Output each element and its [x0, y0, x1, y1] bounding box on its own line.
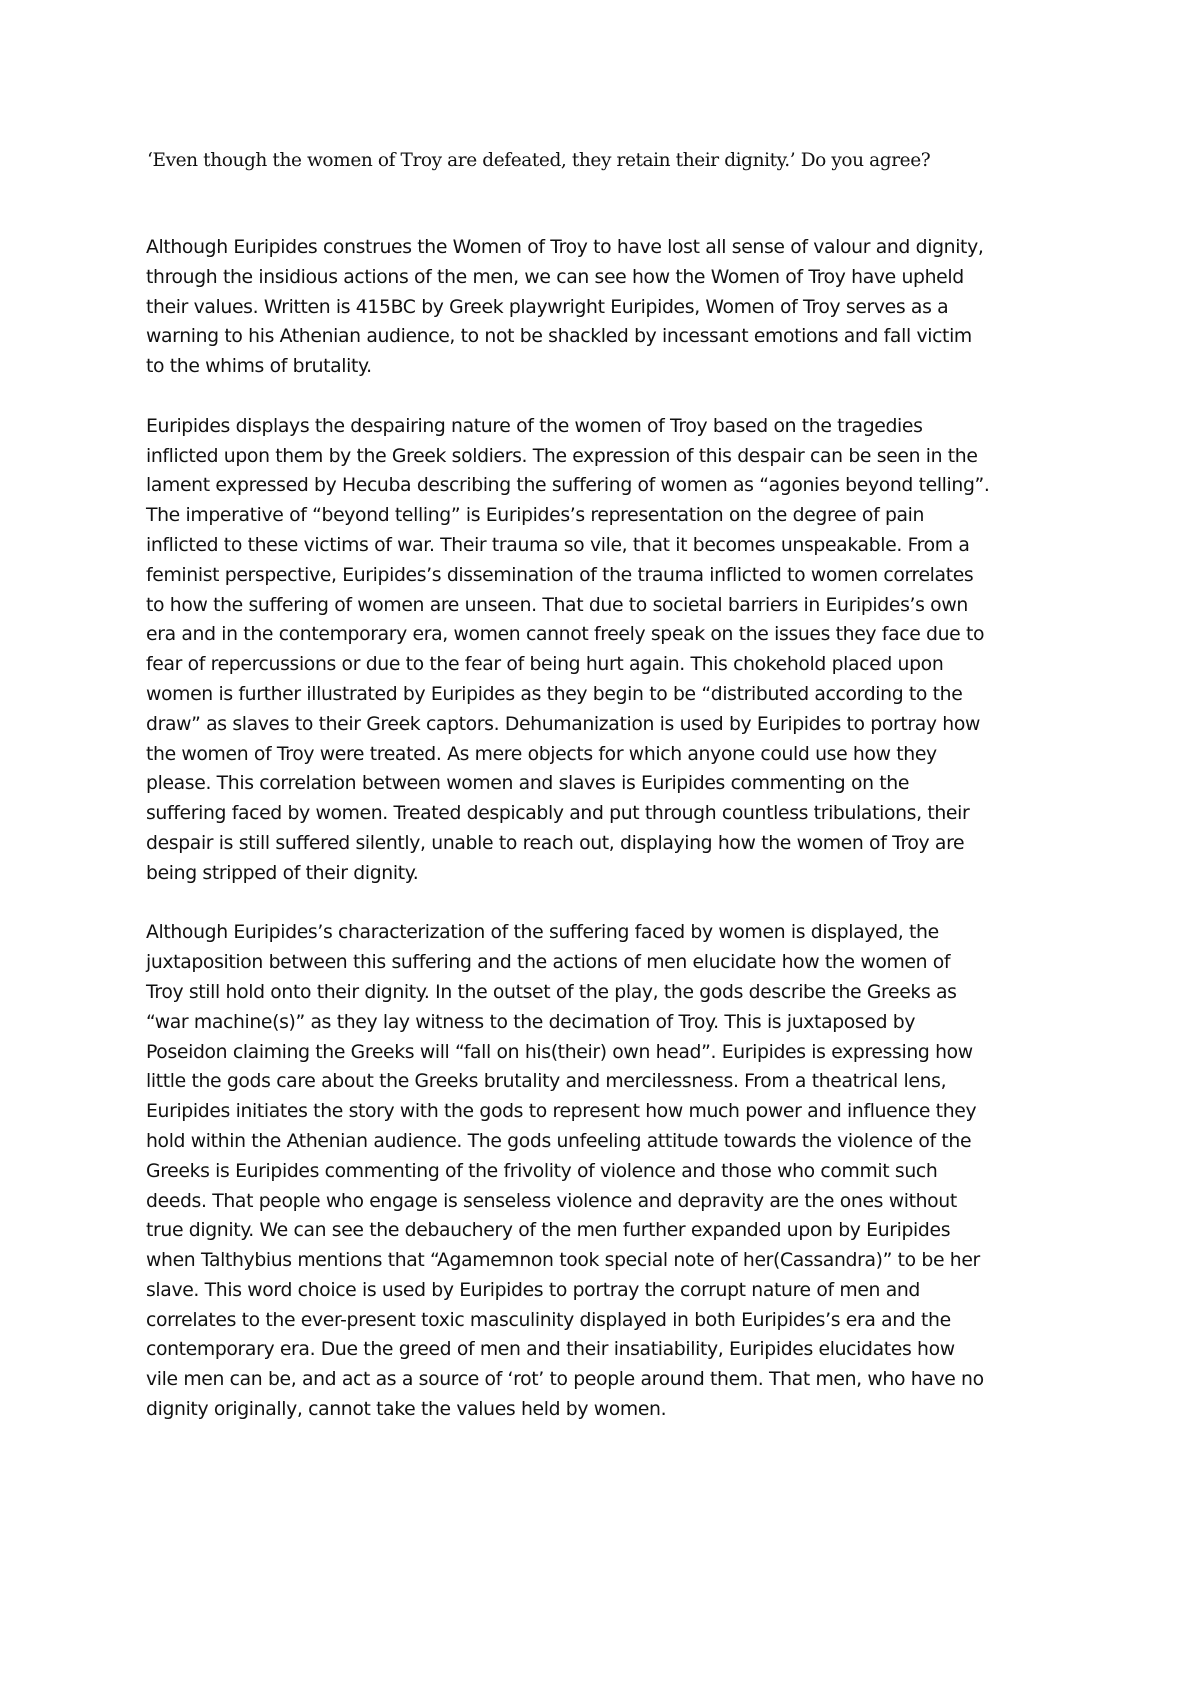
text-line: The imperative of “beyond telling” is Euripides’s representation on the degree of pain [146, 505, 925, 527]
text-line: little the gods care about the Greeks brutality and mercilessness. From a theatrical lens, [146, 1071, 947, 1093]
essay-prompt: ‘Even though the women of Troy are defeated, they retain their dignity.’ Do you agree? [147, 150, 931, 171]
text-line: being stripped of their dignity. [146, 862, 419, 884]
text-line: Troy still hold onto their dignity. In the outset of the play, the gods describe the Greeks as [146, 981, 957, 1003]
text-line: when Talthybius mentions that “Agamemnon took special note of her(Cassandra)” to be her [146, 1250, 980, 1272]
text-line: Although Euripides construes the Women of Troy to have lost all sense of valour and dignity, [146, 237, 984, 258]
text-line: correlates to the ever-present toxic masculinity displayed in both Euripides’s era and the [146, 1309, 951, 1331]
text-line: feminist perspective, Euripides’s dissemination of the trauma inflicted to women correlates [146, 564, 974, 586]
paragraph-introduction [146, 233, 1066, 382]
text-line: lament expressed by Hecuba describing the suffering of women as “agonies beyond telling”. [146, 475, 990, 497]
text-line: contemporary era. Due the greed of men and their insatiability, Euripides elucidates how [146, 1339, 955, 1361]
text-line: suffering faced by women. Treated despicably and put through countless tribulations, their [146, 803, 970, 825]
text-line: dignity originally, cannot take the values held by women. [146, 1399, 667, 1421]
text-line: “war machine(s)” as they lay witness to the decimation of Troy. This is juxtaposed by [146, 1011, 916, 1033]
paragraph-body-1 [146, 412, 1066, 889]
text-line: Although Euripides’s characterization of the suffering faced by women is displayed, the [146, 922, 939, 944]
text-line: to the whims of brutality. [146, 356, 372, 378]
essay-body [146, 233, 1066, 1455]
text-line: despair is still suffered silently, unable to reach out, displaying how the women of Troy are [146, 832, 965, 854]
text-line: juxtaposition between this suffering and the actions of men elucidate how the women of [146, 952, 951, 974]
text-line: the women of Troy were treated. As mere objects for which anyone could use how they [146, 743, 937, 765]
text-line: slave. This word choice is used by Euripides to portray the corrupt nature of men and [146, 1279, 921, 1301]
text-line: warning to his Athenian audience, to not be shackled by incessant emotions and fall victim [146, 326, 972, 348]
text-line: deeds. That people who engage is senseless violence and depravity are the ones without [146, 1190, 957, 1212]
text-line: to how the suffering of women are unseen. That due to societal barriers in Euripides’s own [146, 594, 968, 616]
text-line: Greeks is Euripides commenting of the frivolity of violence and those who commit such [146, 1160, 938, 1182]
text-line: Poseidon claiming the Greeks will “fall on his(their) own head”. Euripides is expressing how [146, 1041, 973, 1063]
text-line: Euripides displays the despairing nature of the women of Troy based on the tragedies [146, 415, 923, 437]
text-line: women is further illustrated by Euripides as they begin to be “distributed according to the [146, 683, 963, 705]
text-line: Euripides initiates the story with the gods to represent how much power and influence they [146, 1101, 977, 1123]
text-line: inflicted to these victims of war. Their trauma so vile, that it becomes unspeakable. From a [146, 534, 970, 556]
text-line: please. This correlation between women and slaves is Euripides commenting on the [146, 773, 910, 795]
text-line: era and in the contemporary era, women cannot freely speak on the issues they face due to [146, 624, 985, 646]
text-line: true dignity. We can see the debauchery of the men further expanded upon by Euripides [146, 1220, 951, 1242]
text-line: hold within the Athenian audience. The gods unfeeling attitude towards the violence of the [146, 1130, 972, 1152]
text-line: fear of repercussions or due to the fear of being hurt again. This chokehold placed upon [146, 654, 944, 676]
text-line: inflicted upon them by the Greek soldiers. The expression of this despair can be seen in the [146, 445, 978, 467]
text-line: draw” as slaves to their Greek captors. Dehumanization is used by Euripides to portray how [146, 713, 980, 735]
paragraph-body-2 [146, 918, 1066, 1425]
text-line: vile men can be, and act as a source of ‘rot’ to people around them. That men, who have no [146, 1369, 984, 1391]
text-line: their values. Written is 415BC by Greek playwright Euripides, Women of Troy serves as a [146, 296, 949, 318]
text-line: through the insidious actions of the men, we can see how the Women of Troy have upheld [146, 266, 964, 288]
